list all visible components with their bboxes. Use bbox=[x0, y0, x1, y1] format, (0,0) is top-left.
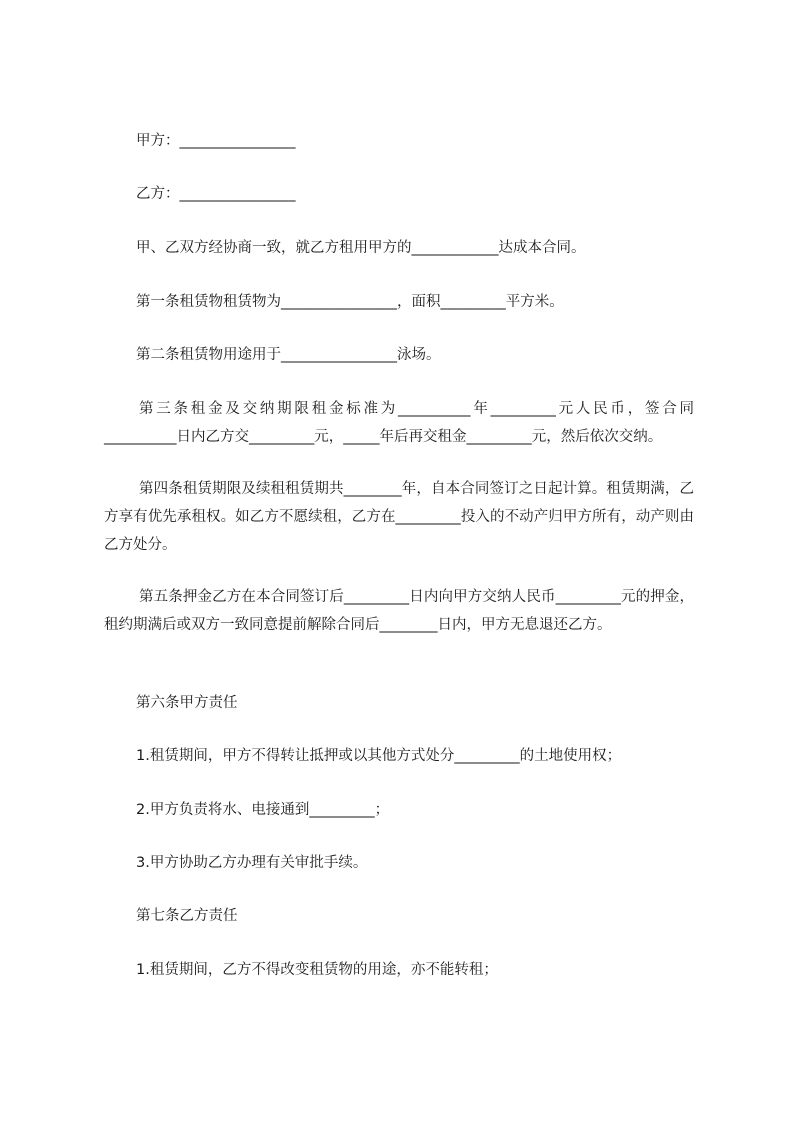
article-2: 第二条租赁物用途用于________________泳场。 bbox=[136, 347, 441, 363]
article-6-item-1: 1.租赁期间，甲方不得转让抵押或以其他方式处分_________的土地使用权； bbox=[136, 748, 622, 764]
article-4: 第四条租赁期限及续租租赁期共________年，自本合同签订之日起计算。租赁期满，乙方享有优先承租权。如乙方不愿续租，乙方在_________投入的不动产归甲方所有，动产则由乙方处分。 bbox=[104, 481, 694, 553]
article-1: 第一条租赁物租赁物为________________，面积_________平方米。 bbox=[136, 294, 564, 310]
intro-paragraph: 甲、乙双方经协商一致，就乙方租用甲方的____________达成本合同。 bbox=[136, 240, 586, 256]
party-a-line: 甲方：________________ bbox=[136, 133, 296, 149]
article-5: 第五条押金乙方在本合同签订后_________日内向甲方交纳人民币_________元的押金，租约期满后或双方一致同意提前解除合同后________日内，甲方无息退还乙方。 bbox=[104, 589, 694, 633]
article-6-item-3: 3.甲方协助乙方办理有关审批手续。 bbox=[136, 855, 368, 871]
article-6-title: 第六条甲方责任 bbox=[136, 695, 238, 711]
article-7-item-1: 1.租赁期间，乙方不得改变租赁物的用途，亦不能转租； bbox=[136, 962, 498, 978]
article-6-item-2: 2.甲方负责将水、电接通到_________； bbox=[136, 802, 390, 818]
article-3: 第三条租金及交纳期限租金标准为__________年_________元人民币，签合同__________日内乙方交_________元，_____年后再交租金_________元，然后依次交纳。 bbox=[104, 401, 694, 445]
article-7-title: 第七条乙方责任 bbox=[136, 908, 238, 924]
party-b-line: 乙方：________________ bbox=[136, 186, 296, 202]
